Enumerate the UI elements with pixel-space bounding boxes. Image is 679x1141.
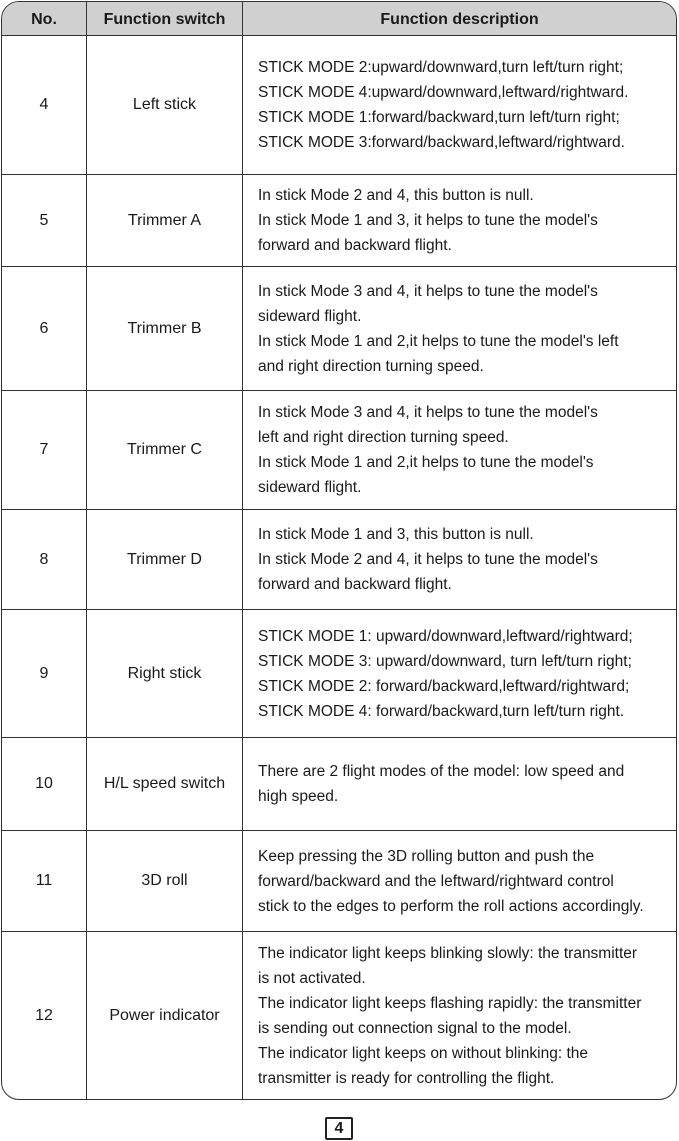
function-description — [243, 175, 676, 266]
header-function-description: Function description — [380, 11, 539, 28]
description-line: and right direction turning speed. — [258, 357, 484, 375]
row-number: 11 — [35, 872, 53, 889]
table-row — [2, 610, 676, 738]
function-switch-name: Power indicator — [109, 1007, 220, 1024]
description-line: Keep pressing the 3D rolling button and push the — [258, 847, 595, 865]
table-row — [2, 831, 676, 932]
description-line: STICK MODE 4:upward/downward,leftward/rightward. — [258, 83, 629, 101]
function-switch-name: Trimmer D — [127, 550, 202, 568]
description-line: In stick Mode 2 and 4, this button is null. — [258, 187, 534, 204]
row-number: 10 — [35, 775, 53, 792]
description-line: The indicator light keeps flashing rapidly: the transmitter — [258, 995, 642, 1012]
row-number: 4 — [39, 95, 49, 113]
column-divider — [242, 2, 243, 1099]
table-header — [2, 2, 676, 36]
description-line: sideward flight. — [258, 479, 362, 496]
table-row — [2, 932, 676, 1100]
description-line: In stick Mode 1 and 3, it helps to tune the model's — [258, 212, 598, 229]
function-description — [243, 35, 676, 174]
function-description — [243, 610, 676, 737]
description-line: STICK MODE 4: forward/backward,turn left/turn right. — [258, 702, 625, 720]
function-switch-name: Trimmer B — [127, 319, 202, 337]
row-number: 5 — [39, 211, 49, 229]
row-number: 7 — [39, 441, 49, 458]
description-line: transmitter is ready for controlling the flight. — [258, 1070, 555, 1087]
description-line: STICK MODE 1:forward/backward,turn left/turn right; — [258, 108, 620, 126]
function-description — [243, 510, 676, 609]
description-line: STICK MODE 3:forward/backward,leftward/rightward. — [258, 133, 625, 151]
description-line: The indicator light keeps blinking slowly: the transmitter — [258, 945, 638, 962]
description-line: In stick Mode 1 and 2,it helps to tune the model's left — [258, 332, 619, 350]
description-line: STICK MODE 3: upward/downward, turn left/turn right; — [258, 652, 632, 670]
header-function-switch: Function switch — [103, 11, 226, 28]
table-row — [2, 510, 676, 610]
table-row — [2, 391, 676, 510]
description-line: In stick Mode 1 and 2,it helps to tune the model's — [258, 454, 594, 471]
function-switch-name: Trimmer C — [127, 441, 202, 458]
row-number: 8 — [39, 550, 49, 568]
description-line: STICK MODE 2:upward/downward,turn left/turn right; — [258, 58, 624, 76]
function-description — [243, 831, 676, 931]
description-line: forward and backward flight. — [258, 237, 452, 254]
description-line: STICK MODE 1: upward/downward,leftward/rightward; — [258, 627, 633, 645]
row-number: 12 — [35, 1007, 53, 1024]
table-row — [2, 175, 676, 267]
function-switch-name: Left stick — [132, 95, 197, 113]
page-number: 4 — [325, 1117, 353, 1140]
description-line: The indicator light keeps on without blinking: the — [258, 1045, 589, 1062]
description-line: forward/backward and the leftward/rightward control — [258, 872, 614, 890]
function-description — [243, 932, 676, 1100]
function-switch-name: H/L speed switch — [103, 775, 226, 792]
description-line: forward and backward flight. — [258, 576, 452, 593]
table-row — [2, 35, 676, 175]
header-no: No. — [31, 11, 57, 28]
description-line: is sending out connection signal to the model. — [258, 1020, 572, 1037]
description-line: There are 2 flight modes of the model: low speed and — [258, 763, 625, 780]
description-line: STICK MODE 2: forward/backward,leftward/rightward; — [258, 677, 630, 695]
description-line: In stick Mode 1 and 3, this button is null. — [258, 526, 534, 543]
table-row — [2, 738, 676, 831]
column-divider — [86, 2, 87, 1099]
function-switch-name: Right stick — [127, 664, 202, 682]
row-number: 6 — [39, 319, 49, 337]
function-switch-name: 3D roll — [141, 872, 188, 889]
function-description — [243, 267, 676, 390]
description-line: In stick Mode 3 and 4, it helps to tune the model's — [258, 404, 598, 421]
description-line: In stick Mode 2 and 4, it helps to tune the model's — [258, 551, 598, 568]
function-table — [1, 1, 677, 1100]
row-number: 9 — [39, 664, 49, 682]
description-line: is not activated. — [258, 970, 366, 987]
description-line: stick to the edges to perform the roll actions accordingly. — [258, 897, 644, 915]
table-row — [2, 267, 676, 391]
description-line: left and right direction turning speed. — [258, 429, 509, 446]
description-line: sideward flight. — [258, 307, 362, 325]
function-description — [243, 738, 676, 830]
function-description — [243, 391, 676, 509]
function-switch-name: Trimmer A — [127, 211, 202, 229]
description-line: high speed. — [258, 788, 339, 805]
description-line: In stick Mode 3 and 4, it helps to tune the model's — [258, 282, 598, 300]
